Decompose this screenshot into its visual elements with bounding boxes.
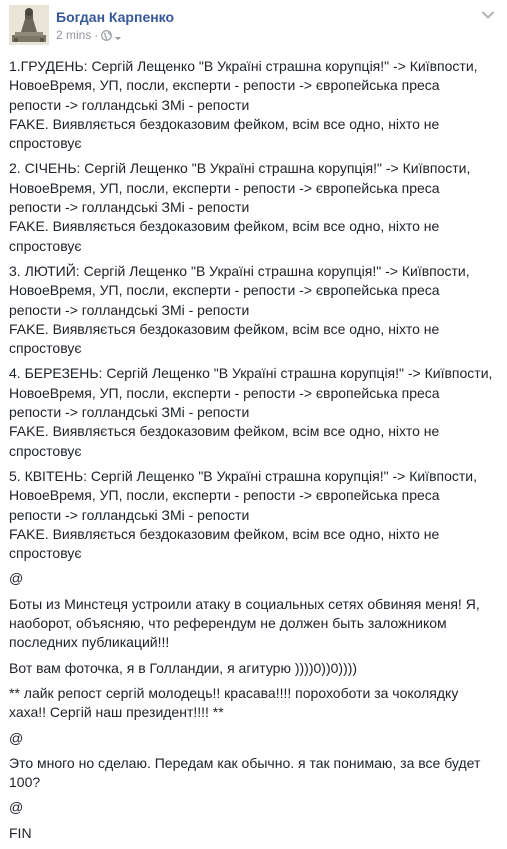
post-paragraph: 1.ГРУДЕНЬ: Сергій Лещенко "В Україні страшна корупція!" -> Київпости, НовоеВремя, УП, посли, експерти - репости -> європейська преса репости -> голландські ЗМі - репости FAKE. Виявляється бездоказовим фейком, всім все одно, ніхто не спростовує (9, 58, 478, 152)
post-paragraph: 3. ЛЮТИЙ: Сергій Лещенко "В Україні страшна корупція!" -> Київпости, НовоеВремя, УП, посли, експерти - репости -> європейська преса репости -> голландські ЗМі - репости FAKE. Виявляється бездоказовим фейком, всім все одно, ніхто не спростовує (9, 262, 470, 357)
globe-icon[interactable] (101, 30, 112, 41)
post-paragraph: 2. СІЧЕНЬ: Сергій Лещенко "В Україні страшна корупція!" -> Київпости, НовоеВремя, УП, посли, експерти - репости -> європейська преса репости -> голландські ЗМі - репости FAKE. Виявляється бездоказовим фейком, всім все одно, ніхто не спростовує (9, 160, 471, 254)
post-paragraph: @ (9, 729, 24, 746)
privacy-dropdown-icon[interactable] (114, 31, 122, 39)
post-paragraph: @ (9, 570, 24, 587)
post-meta (56, 28, 122, 42)
post-header (9, 5, 499, 45)
post-paragraph: ** лайк репост сергій молодець!! красава!!!! порохоботи за чоколядку хаха!! Сергій наш президент!!!! ** (9, 684, 459, 721)
post-paragraph: 4. БЕРЕЗЕНЬ: Сергій Лещенко "В Україні страшна корупція!" -> Київпости, НовоеВремя, УП, посли, експерти - репости -> європейська преса репости -> голландські ЗМі - репости FAKE. Виявляється бездоказовим фейком, всім все одно, ніхто не спростовує (9, 365, 493, 459)
avatar-image (9, 5, 49, 45)
post-paragraph: FIN (9, 824, 32, 841)
post-paragraph: Это много но сделаю. Передам как обычно. я так понимаю, за все будет 100? (9, 754, 481, 791)
post-paragraph: Боты из Минстеця устроили атаку в социальных сетях обвиняя меня! Я, наоборот, объясняю, что референдум не должен быть заложником последних публикаций!!! (9, 595, 480, 651)
post-timestamp[interactable]: 2 mins (56, 28, 92, 42)
post-paragraph: 5. КВІТЕНЬ: Сергій Лещенко "В Україні страшна корупція!" -> Київпости, НовоеВремя, УП, посли, експерти - репости -> європейська преса репости -> голландські ЗМі - репости FAKE. Виявляється бездоказовим фейком, всім все одно, ніхто не спростовує (9, 467, 477, 562)
avatar[interactable] (9, 5, 49, 45)
author-name[interactable]: Богдан Карпенко (56, 9, 175, 25)
post-paragraph: @ (9, 799, 24, 816)
meta-separator: · (94, 28, 99, 42)
post-body (9, 57, 499, 849)
chevron-down-icon[interactable] (481, 7, 495, 17)
post-paragraph: Вот вам фоточка, я в Голландии, я агитурю ))))0))0)))) (9, 659, 358, 676)
